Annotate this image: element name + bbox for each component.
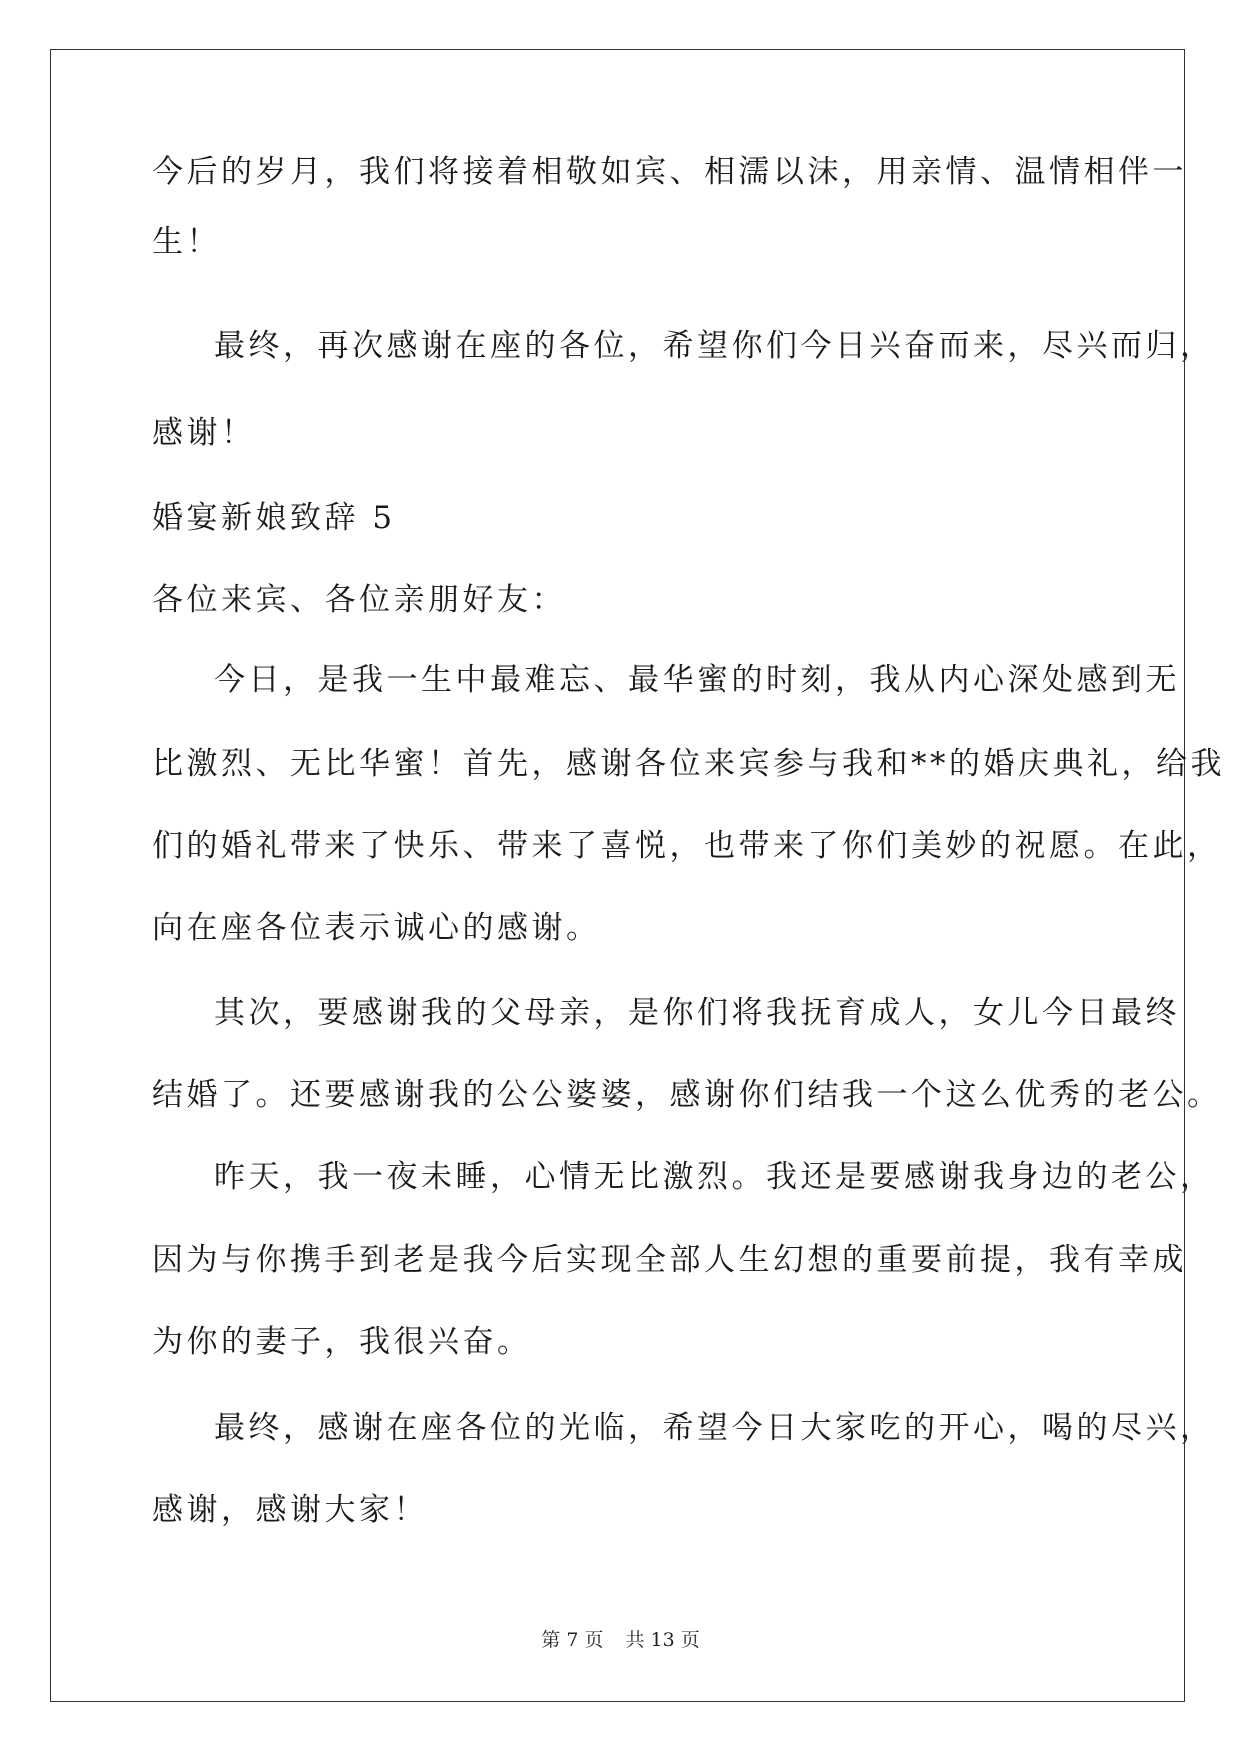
section-heading: 婚宴新娘致辞 5	[152, 500, 396, 536]
paragraph-line: 今日，是我一生中最难忘、最华蜜的时刻，我从内心深处感到无	[214, 662, 1180, 698]
paragraph-line: 因为与你携手到老是我今后实现全部人生幻想的重要前提，我有幸成	[152, 1242, 1187, 1278]
page-footer	[0, 1628, 1241, 1652]
paragraph-line: 比激烈、无比华蜜！首先，感谢各位来宾参与我和**的婚庆典礼，给我	[152, 746, 1225, 782]
page-number: 第 7 页	[541, 1629, 604, 1651]
paragraph-line: 最终，感谢在座各位的光临，希望今日大家吃的开心，喝的尽兴，	[214, 1410, 1215, 1446]
paragraph-line: 昨天，我一夜未睡，心情无比激烈。我还是要感谢我身边的老公，	[214, 1159, 1215, 1195]
paragraph-line: 生！	[152, 224, 221, 260]
page-border	[50, 49, 1185, 1702]
paragraph-line: 向在座各位表示诚心的感谢。	[152, 910, 601, 946]
paragraph-line: 最终，再次感谢在座的各位，希望你们今日兴奋而来，尽兴而归，	[214, 328, 1215, 364]
paragraph-line: 其次，要感谢我的父母亲，是你们将我抚育成人，女儿今日最终	[214, 995, 1180, 1031]
paragraph-line: 为你的妻子，我很兴奋。	[152, 1324, 532, 1360]
page-total: 共 13 页	[625, 1629, 700, 1651]
paragraph-line: 们的婚礼带来了快乐、带来了喜悦，也带来了你们美妙的祝愿。在此，	[152, 828, 1222, 864]
paragraph-line: 结婚了。还要感谢我的公公婆婆，感谢你们结我一个这么优秀的老公。	[152, 1077, 1222, 1113]
paragraph-line: 感谢！	[152, 415, 256, 451]
salutation: 各位来宾、各位亲朋好友：	[152, 582, 566, 618]
paragraph-line: 感谢，感谢大家！	[152, 1492, 428, 1528]
paragraph-line: 今后的岁月，我们将接着相敬如宾、相濡以沫，用亲情、温情相伴一	[152, 154, 1187, 190]
